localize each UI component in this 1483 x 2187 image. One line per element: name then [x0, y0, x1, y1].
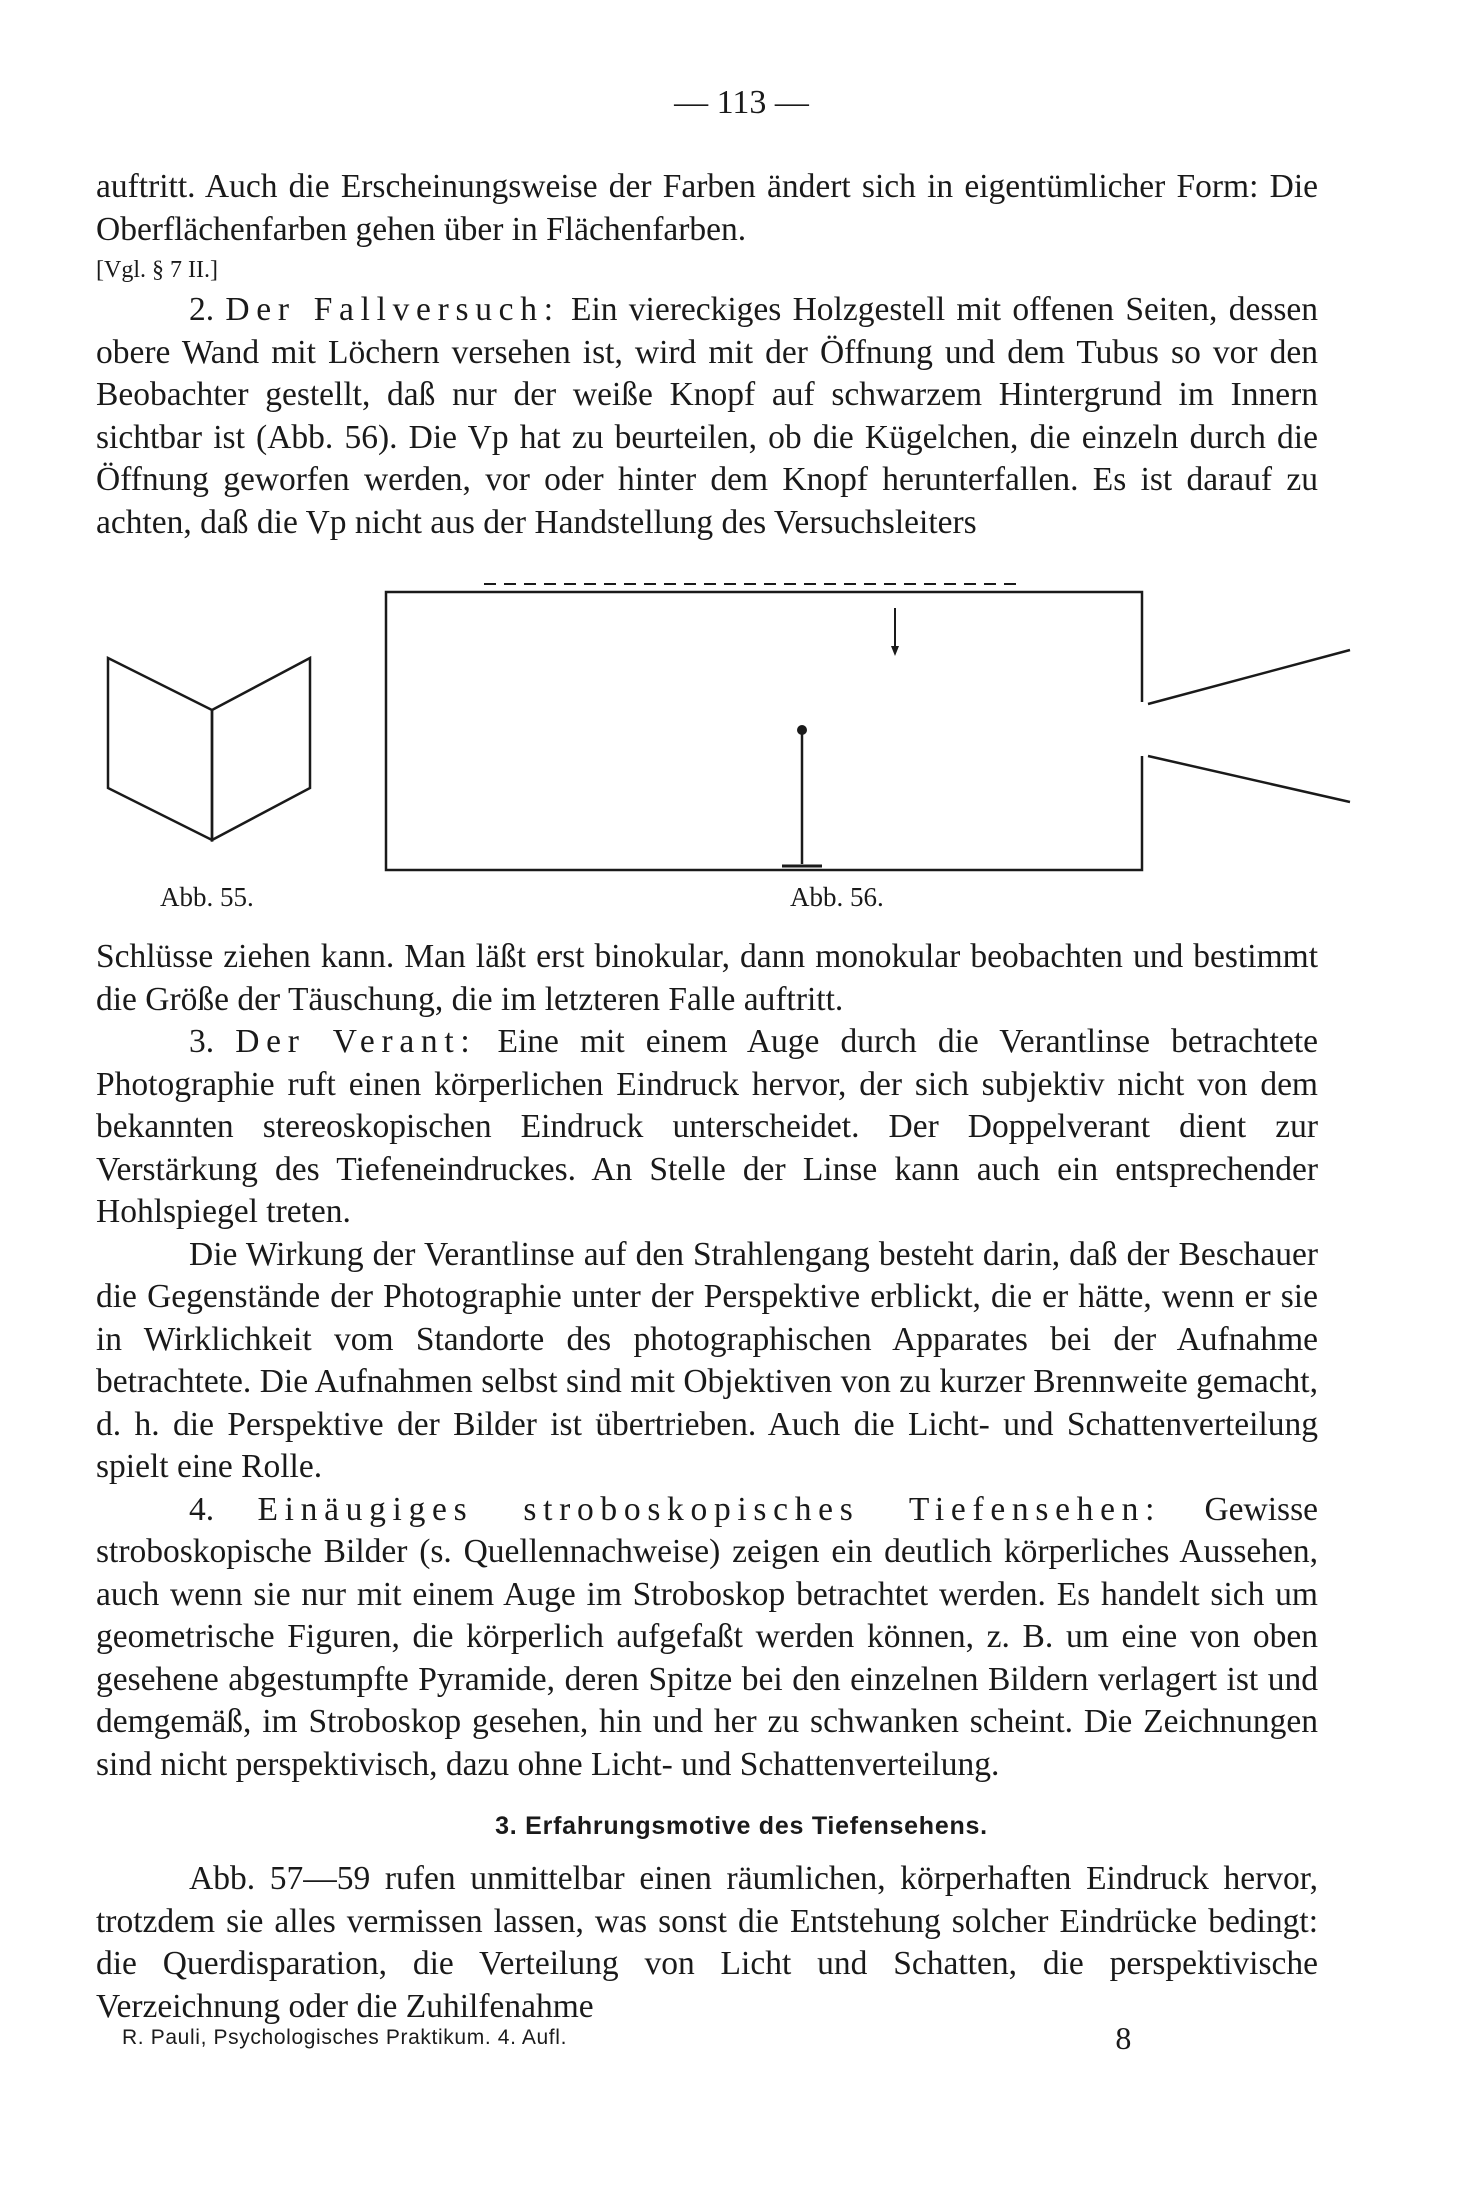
figure-55-caption: Abb. 55. [160, 882, 254, 912]
section-3-title: Der Verant: [235, 1023, 477, 1060]
footer-signature: 8 [1115, 2020, 1132, 2056]
page-footer [122, 2020, 1132, 2056]
figure-55-right-panel [212, 658, 310, 840]
figure-55-drawing [100, 650, 340, 850]
paragraph-stroboskop [96, 1489, 1318, 1787]
cross-reference: [Vgl. § 7 II.] [96, 257, 218, 283]
paragraph-fallversuch-continued: Schlüsse ziehen kann. Man läßt erst binokular, dann monokular beobachten und bestimmt die Größe der Täuschung, die im letzteren Falle auftritt. [96, 938, 1318, 1018]
section-4-number: 4. [189, 1490, 215, 1528]
figure-56-tube-upper [1148, 650, 1350, 704]
figure-56-drawing [384, 580, 1364, 880]
text-block-top [96, 166, 1318, 544]
paragraph-verantlinse: Die Wirkung der Verantlinse auf den Strahlengang besteht darin, daß der Beschauer die Gegenstände der Photographie unter der Perspektive erblickt, die er hätte, wenn er sie in Wirklichkeit vom Standorte des photographischen Apparates bei der Aufnahme betrachtete. Die Aufnahmen selbst sind mit Objektiven von zu kurzer Brennweite gemacht, d. h. die Perspektive der Bilder ist übertrieben. Auch die Licht- und Schattenverteilung spielt eine Rolle. [96, 1235, 1318, 1485]
paragraph-fallversuch [96, 289, 1318, 544]
figure-56-caption: Abb. 56. [790, 882, 884, 912]
section-2-number: 2. [189, 291, 215, 328]
text-block-middle [96, 936, 1318, 1786]
figure-55-left-panel [108, 658, 212, 840]
paragraph-erfahrungsmotive: Abb. 57—59 rufen unmittelbar einen räumlichen, körperhaften Eindruck hervor, trotzdem sie alles vermissen lassen, was sonst die Entstehung solcher Eindrücke bedingt: die Querdisparation, die Verteilung von Licht und Schatten, die perspektivische Verzeichnung oder die Zuhilfenahme [96, 1860, 1318, 2025]
figure-56-opening [1136, 702, 1148, 756]
section-heading: 3. Erfahrungsmotive des Tiefensehens. [495, 1812, 988, 1840]
section-2-title: Der Fallversuch: [225, 291, 560, 328]
figure-56-arrow-head-icon [891, 646, 899, 656]
section-2-text: Ein viereckiges Holzgestell mit offenen Seiten, dessen obere Wand mit Löchern versehen ist, wird mit der Öffnung und dem Tubus so vor den Beobachter gestellt, daß nur der weiße Knopf auf schwarzem Hintergrund im Innern sichtbar ist (Abb. 56). Die Vp hat zu beurteilen, ob die Kügelchen, die einzeln durch die Öffnung geworfen werden, vor oder hinter dem Knopf herunterfallen. Es ist darauf zu achten, daß die Vp nicht aus der Handstellung des Versuchsleiters [96, 291, 1319, 541]
section-4-title: Einäugiges stroboskopisches Tiefensehen: [257, 1490, 1162, 1528]
page-header: — 113 — [674, 84, 809, 121]
section-3-text: Eine mit einem Auge durch die Verantlinse betrachtete Photographie ruft einen körperlichen Eindruck hervor, der sich subjektiv nicht von dem bekannten stereoskopischen Eindruck unterscheidet. Der Doppelverant dient zur Verstärkung des Tiefeneindruckes. An Stelle der Linse kann auch ein entsprechender Hohlspiegel treten. [96, 1023, 1319, 1230]
figure-56-tube-lower [1148, 756, 1350, 802]
footer-citation: R. Pauli, Psychologisches Praktikum. 4. Aufl. [122, 2026, 568, 2049]
figure-56-box [386, 592, 1142, 870]
section-4-text: Gewisse stroboskopische Bilder (s. Quellennachweise) zeigen ein deutlich körperliches Aussehen, auch wenn sie nur mit einem Auge im Stroboskop betrachtet werden. Es handelt sich um geometrische Figuren, die körperlich aufgefaßt werden können, z. B. um eine von oben gesehene abgestumpfte Pyramide, deren Spitze bei den einzelnen Bildern verlagert ist und demgemäß, im Stroboskop gesehen, hin und her zu schwanken scheint. Die Zeichnungen sind nicht perspektivisch, dazu ohne Licht- und Schattenverteilung. [96, 1490, 1318, 1783]
text-block-bottom [96, 1858, 1318, 2028]
section-3-number: 3. [189, 1023, 215, 1060]
paragraph-verant [96, 1021, 1318, 1234]
paragraph-continuation: auftritt. Auch die Erscheinungsweise der Farben ändert sich in eigentümlicher Form: Die Oberflächenfarben gehen über in Flächenfarben. [96, 168, 1318, 248]
